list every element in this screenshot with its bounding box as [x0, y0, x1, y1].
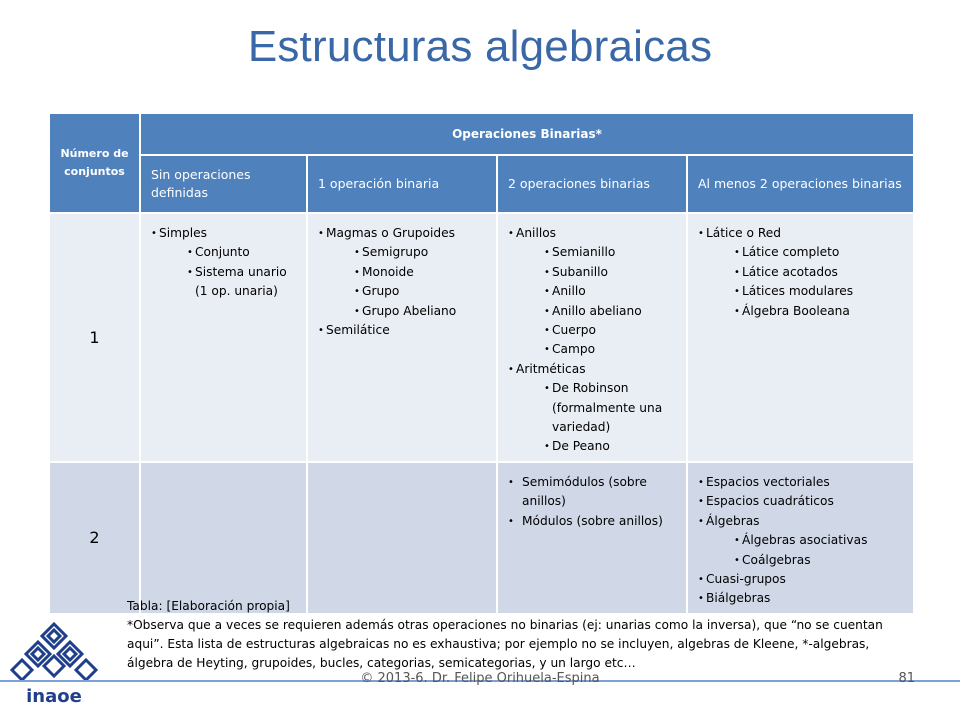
list-item: • Grupo [354, 282, 490, 301]
list-item: • Módulos (sobre anillos) [508, 512, 680, 531]
list-item: • Látice acotados [734, 263, 907, 282]
list-item: • Álgebra Booleana [734, 302, 907, 321]
list-item: • Conjunto [187, 243, 300, 262]
table-cell [497, 462, 687, 614]
row-num: 2 [49, 462, 140, 614]
footnote-note: *Observa que a veces se requieren además otras operaciones no binarias (ej: unarias como la inversa), que “no se cuentan aqui”. Esta lista de estructuras algebraicas no es exhaustiva; por ejemplo no se incluyen, algebras de Kleene, *-algebras, álgebra de Heyting, grupoides, bucles, categorias, semicategorias, y un largo etc… [127, 618, 883, 670]
list-item: • Semianillo [544, 243, 680, 262]
header-binary-ops: Operaciones Binarias* [140, 113, 914, 155]
page-number: 81 [898, 671, 915, 686]
list-item: • Semigrupo [354, 243, 490, 262]
list-item: • Álgebras asociativas [734, 531, 907, 550]
header-no-ops: Sin operaciones definidas [140, 155, 307, 213]
table-row [49, 462, 914, 614]
list-item: • Grupo Abeliano [354, 302, 490, 321]
footnote-source: Tabla: [Elaboración propia] [127, 599, 290, 613]
header-two-ops: 2 operaciones binarias [497, 155, 687, 213]
list-item: • Sistema unario (1 op. unaria) [187, 263, 300, 302]
list-item: • Látice o Red [698, 224, 907, 243]
table-cell [687, 213, 914, 462]
list-item: • Campo [544, 340, 680, 359]
list-item: • Látice completo [734, 243, 907, 262]
header-one-op: 1 operación binaria [307, 155, 497, 213]
list-item: • Espacios cuadráticos [698, 492, 907, 511]
list-item: • Subanillo [544, 263, 680, 282]
list-item: • Látices modulares [734, 282, 907, 301]
list-item: • Anillos [508, 224, 680, 243]
list-item: • Álgebras [698, 512, 907, 531]
list-item: • Anillo abeliano [544, 302, 680, 321]
table-cell-empty [140, 462, 307, 614]
footnote [127, 597, 917, 673]
table-cell [687, 462, 914, 614]
footer-copyright: © 2013-6. Dr. Felipe Orihuela-Espina [360, 671, 600, 686]
list-item: • Anillo [544, 282, 680, 301]
list-item: • Cuerpo [544, 321, 680, 340]
table-cell [497, 213, 687, 462]
list-item: • Semilátice [318, 321, 490, 340]
list-item: • Espacios vectoriales [698, 473, 907, 492]
list-item: • Magmas o Grupoides [318, 224, 490, 243]
list-item: • Coálgebras [734, 551, 907, 570]
table-cell [307, 213, 497, 462]
row-num: 1 [49, 213, 140, 462]
table-row [49, 213, 914, 462]
list-item: • Monoide [354, 263, 490, 282]
list-item: • De Peano [544, 437, 680, 456]
list-item: • Simples [151, 224, 300, 243]
logo-text: inaoe [26, 686, 82, 707]
header-num-sets: Número de conjuntos [49, 113, 140, 213]
header-at-least-two-ops: Al menos 2 operaciones binarias [687, 155, 914, 213]
algebraic-structures-table [48, 112, 915, 615]
table-cell-empty [307, 462, 497, 614]
table-cell [140, 213, 307, 462]
slide-title: Estructuras algebraicas [247, 22, 713, 71]
list-item: • Biálgebras [698, 589, 907, 608]
list-item: • Cuasi-grupos [698, 570, 907, 589]
list-item: • Aritméticas [508, 360, 680, 379]
list-item: • De Robinson (formalmente una variedad) [544, 379, 680, 437]
list-item: • Semimódulos (sobre anillos) [508, 473, 680, 512]
inaoe-logo [8, 618, 100, 710]
